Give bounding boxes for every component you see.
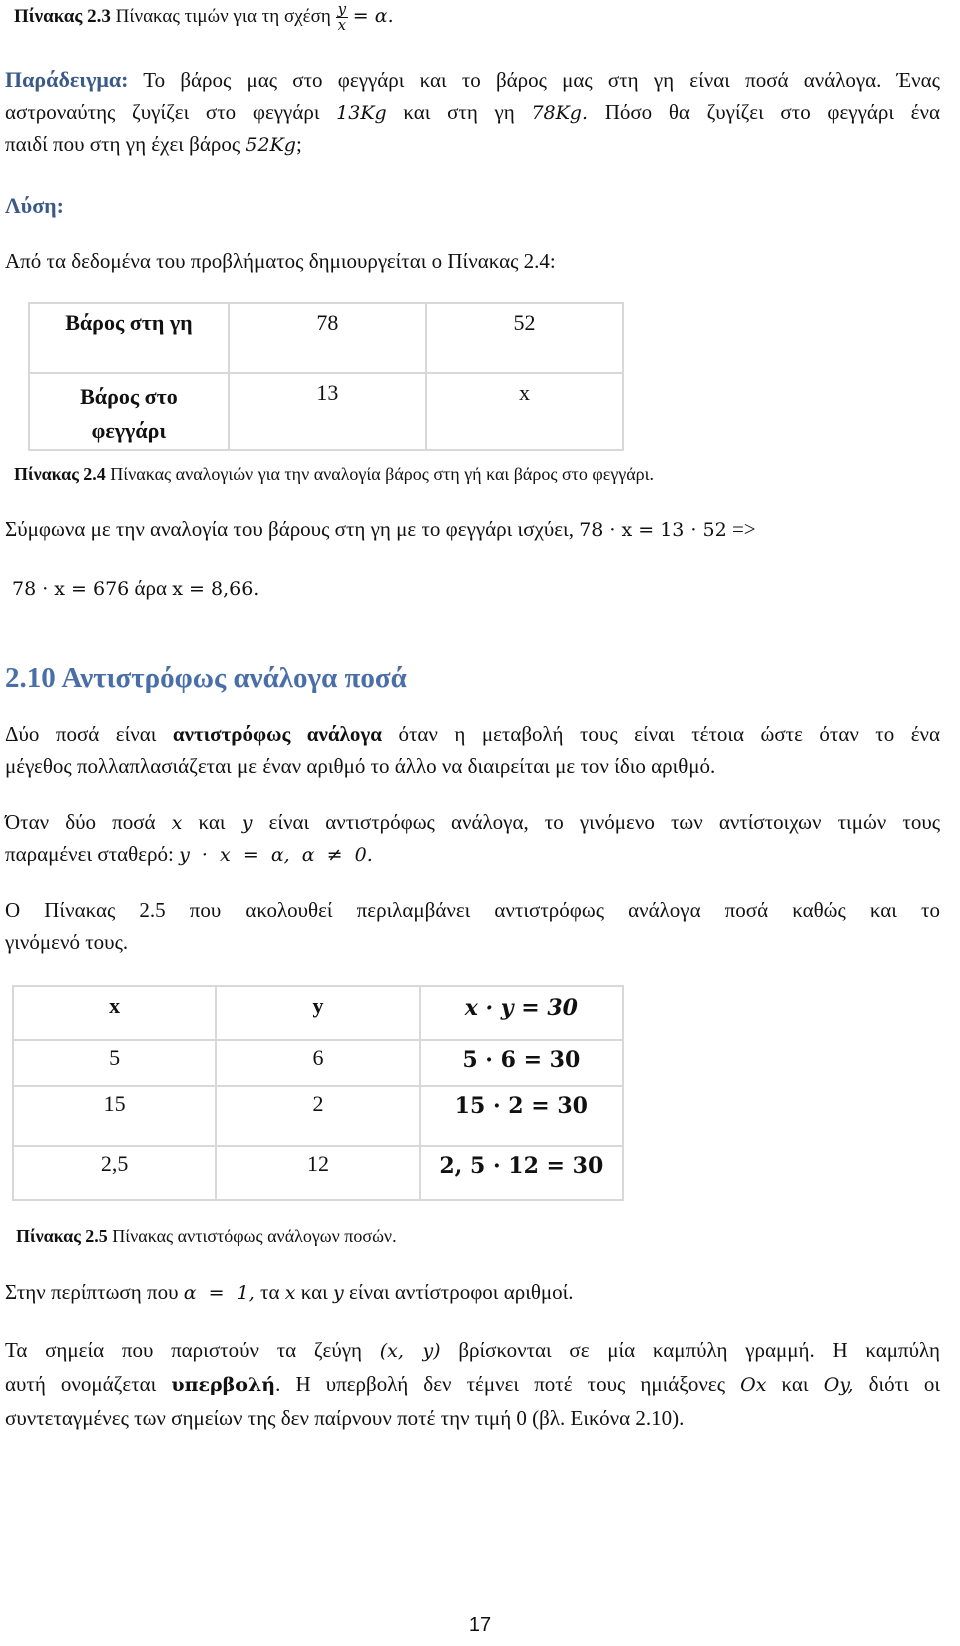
p3-text-line-2: γινόμενό τους. <box>5 930 129 954</box>
page-number: 17 <box>468 1614 492 1636</box>
closing-line-1 <box>5 1276 940 1309</box>
example-line-3 <box>5 128 940 161</box>
c1-text-a: Στην περίπτωση που <box>5 1280 179 1304</box>
row-label-line-2: φεγγάρι <box>91 418 167 443</box>
c1-math-alpha: α = 1, <box>183 1282 255 1304</box>
equation-result: x = 8,66. <box>172 578 260 600</box>
table-cell <box>29 373 229 450</box>
fraction-numerator: y <box>337 0 347 18</box>
p3-text-line-1: Ο Πίνακας 2.5 που ακολουθεί περιλαμβάνει αντιστρόφως ανάλογα ποσά καθώς και το <box>5 898 940 922</box>
table-cell: 6 <box>216 1040 419 1086</box>
table-2-5 <box>12 985 624 1201</box>
solution-heading <box>5 190 940 222</box>
p2-text-line-2: παραμένει σταθερό: <box>5 842 174 866</box>
proportion-text-ara: άρα <box>134 576 168 600</box>
c3-text-b: . Η υπερβολή δεν τέμνει ποτέ τους ημιάξονες <box>275 1372 726 1396</box>
caption-text: Πίνακας αναλογιών για την αναλογία βάρος στη γή και βάρος στο φεγγάρι. <box>110 464 655 484</box>
table-cell: 78 <box>229 303 426 373</box>
table-cell: 12 <box>216 1146 419 1200</box>
table-cell: 15 <box>13 1086 216 1146</box>
solution-intro-text: Από τα δεδομένα του προβλήματος δημιουργείται ο Πίνακας 2.4: <box>5 249 556 273</box>
caption-label: Πίνακας 2.3 <box>14 5 111 27</box>
solution-label: Λύση: <box>5 193 64 218</box>
example-text-2b: και στη γη <box>403 100 515 124</box>
example-label: Παράδειγμα: <box>5 67 129 92</box>
table-row <box>13 1040 623 1086</box>
table-cell: 2 <box>216 1086 419 1146</box>
example-line-2 <box>5 96 940 129</box>
closing-line-3 <box>5 1368 940 1401</box>
c1-var-y: y <box>333 1282 344 1304</box>
proportion-line-2 <box>12 572 940 605</box>
table-cell: 5 · 6 = 30 <box>420 1040 623 1086</box>
c2-math-pair: (x, y) <box>379 1340 441 1362</box>
table-cell: 52 <box>426 303 623 373</box>
c1-var-x: x <box>284 1282 296 1304</box>
caption-rhs: = α. <box>352 4 394 27</box>
caption-label: Πίνακας 2.5 <box>16 1226 108 1246</box>
p1-bold-term: αντιστρόφως ανάλογα <box>172 722 382 746</box>
c3-text-c: και <box>781 1372 809 1396</box>
table-cell: 13 <box>229 373 426 450</box>
c3-text-d: διότι οι <box>868 1372 941 1396</box>
c3-bold-term: υπερβολή <box>171 1374 276 1396</box>
table-2-5-caption <box>16 1226 397 1247</box>
table-2-3-caption <box>14 2 394 33</box>
table-row <box>13 1086 623 1146</box>
proportion-math: 78 · x = 13 · 52 <box>579 519 727 541</box>
c3-axis-oy: Oy, <box>823 1374 854 1396</box>
example-text-1: Το βάρος μας στο φεγγάρι και το βάρος μας στη γη είναι ποσά ανάλογα. Ένας <box>143 68 941 92</box>
p2-math-constant: y · x = α, α ≠ 0. <box>179 844 373 866</box>
table-2-4 <box>28 302 624 451</box>
fraction-denominator: x <box>337 16 347 34</box>
p1-text-b: όταν η μεταβολή τους είναι τέτοια ώστε όταν το ένα <box>398 722 941 746</box>
c1-text-d: είναι αντίστροφοι αριθμοί. <box>349 1280 574 1304</box>
paragraph-1-line-1 <box>5 718 940 750</box>
example-text-3b: ; <box>295 132 302 156</box>
example-math-13kg: 13Kg <box>336 102 387 124</box>
p2-var-x: x <box>171 812 183 834</box>
table-header-cell: x <box>13 986 216 1040</box>
implies-arrow: => <box>731 517 756 541</box>
c3-axis-ox: Ox <box>740 1374 767 1396</box>
p1-text-a: Δύο ποσά είναι <box>5 722 157 746</box>
table-cell: 2,5 <box>13 1146 216 1200</box>
fraction-y-over-x <box>336 2 348 33</box>
table-2-4-caption <box>14 464 654 485</box>
table-row <box>29 303 623 373</box>
c1-text-c: και <box>300 1280 328 1304</box>
c4-text: συντεταγμένες των σημείων της δεν παίρνουν ποτέ την τιμή 0 (βλ. Εικόνα 2.10). <box>5 1406 685 1430</box>
table-header-row <box>13 986 623 1040</box>
proportion-line-1 <box>5 513 940 546</box>
caption-text: Πίνακας τιμών για τη σχέση <box>115 5 331 27</box>
table-row <box>29 373 623 450</box>
table-cell: 2, 5 · 12 = 30 <box>420 1146 623 1200</box>
c2-text-a: Τα σημεία που παριστούν τα ζεύγη <box>5 1338 363 1362</box>
p2-text-a: Όταν δύο ποσά <box>5 810 156 834</box>
c3-text-a: αυτή ονομάζεται <box>5 1372 157 1396</box>
caption-text: Πίνακας αντιστόφως ανάλογων ποσών. <box>112 1226 397 1246</box>
proportion-text: Σύμφωνα με την αναλογία του βάρους στη γη με το φεγγάρι ισχύει, <box>5 517 574 541</box>
paragraph-2-line-2 <box>5 838 940 871</box>
p2-text-c: είναι αντιστρόφως ανάλογα, το γινόμενο των αντίστοιχων τιμών τους <box>268 810 941 834</box>
example-text-3a: παιδί που στη γη έχει βάρος <box>5 132 241 156</box>
example-text-2a: αστροναύτης ζυγίζει στο φεγγάρι <box>5 100 320 124</box>
table-header-cell: y <box>216 986 419 1040</box>
row-label-line-1: Βάρος στο <box>80 384 178 409</box>
p2-text-b: και <box>198 810 226 834</box>
closing-line-2 <box>5 1334 940 1367</box>
table-cell: x <box>426 373 623 450</box>
section-title: 2.10 Αντιστρόφως ανάλογα ποσά <box>5 662 407 694</box>
table-header-cell: x · y = 30 <box>420 986 623 1040</box>
table-cell: Βάρος στη γη <box>29 303 229 373</box>
example-math-52kg: 52Kg <box>245 134 296 156</box>
p1-text-line-2: μέγεθος πολλαπλασιάζεται με έναν αριθμό το άλλο να διαιρείται με τον ίδιο αριθμό. <box>5 754 716 778</box>
equation-78x: 78 · x = 676 <box>12 578 130 600</box>
example-text-2c: Πόσο θα ζυγίζει στο φεγγάρι ένα <box>604 100 940 124</box>
closing-line-4 <box>5 1402 940 1434</box>
table-cell: 5 <box>13 1040 216 1086</box>
c1-text-b: τα <box>260 1280 280 1304</box>
p2-var-y: y <box>241 812 253 834</box>
caption-label: Πίνακας 2.4 <box>14 464 106 484</box>
paragraph-3-line-2 <box>5 926 940 958</box>
paragraph-1-line-2 <box>5 750 940 782</box>
c2-text-b: βρίσκονται σε μία καμπύλη γραμμή. Η καμπύλη <box>458 1338 941 1362</box>
paragraph-3-line-1 <box>5 894 940 926</box>
solution-intro <box>5 245 940 277</box>
example-math-78kg: 78Kg. <box>531 102 589 124</box>
paragraph-2-line-1 <box>5 806 940 839</box>
table-row <box>13 1146 623 1200</box>
example-line-1 <box>5 64 940 96</box>
table-cell: 15 · 2 = 30 <box>420 1086 623 1146</box>
